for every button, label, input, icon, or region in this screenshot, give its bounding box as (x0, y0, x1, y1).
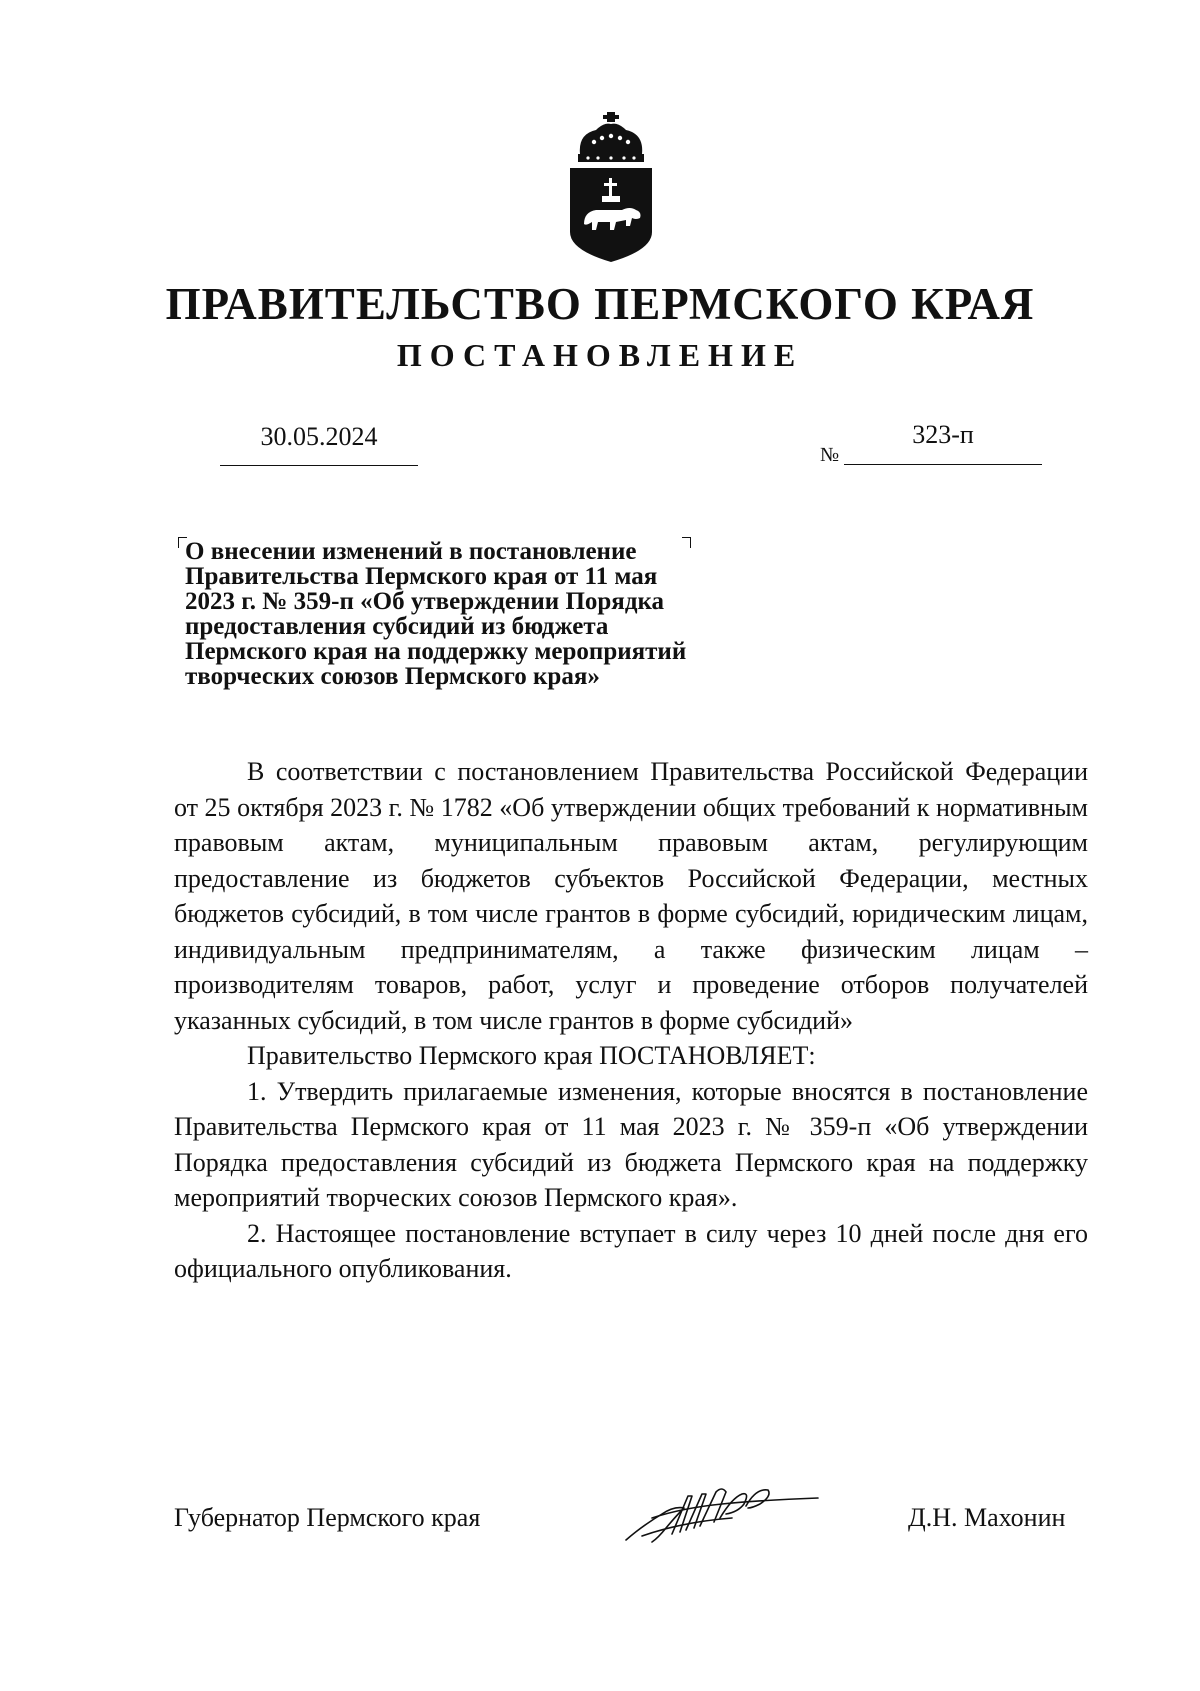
clause-2-paragraph: 2. Настоящее постановление вступает в силу через 10 дней после дня его официального опубликования. (174, 1218, 1088, 1283)
date-underline (220, 465, 418, 466)
clause-1-paragraph: 1. Утвердить прилагаемые изменения, которые вносятся в постановление Правительства Пермского края от 11 мая 2023 г. № 359-п «Об утверждении Порядка предоставления субсидий из бюджета Пермского края на поддержку мероприятий творческих союзов Пермского края». (174, 1076, 1088, 1212)
subject-line: Правительства Пермского края от 11 мая (185, 563, 658, 590)
subject-line: предоставления субсидий из бюджета (185, 613, 609, 640)
registration-number: 323-п (912, 420, 974, 449)
subject-line: творческих союзов Пермского края» (185, 663, 600, 690)
resolution-paragraph: Правительство Пермского края ПОСТАНОВЛЯЕТ: (247, 1041, 816, 1070)
number-underline (844, 464, 1042, 465)
number-sign: № (820, 444, 840, 466)
subject-line: О внесении изменений в постановление (185, 538, 637, 565)
document-subject (185, 539, 765, 689)
subject-line: Пермского края на поддержку мероприятий (185, 638, 687, 665)
subject-line: 2023 г. № 359-п «Об утверждении Порядка (185, 588, 664, 615)
registration-date: 30.05.2024 (260, 422, 378, 451)
registration-date-field (220, 422, 418, 466)
document-body (174, 754, 1088, 1287)
registration-number-field (844, 420, 1042, 465)
document-type: ПОСТАНОВЛЕНИЕ (396, 337, 804, 373)
signatory-name: Д.Н. Махонин (908, 1503, 1066, 1532)
preamble-paragraph: В соответствии с постановлением Правительства Российской Федерации от 25 октября 2023 г. № 1782 «Об утверждении общих требований к нормативным правовым актам, муниципальным правовым актам, регулирующим предоставление из бюджетов субъектов Российской Федерации, местных бюджетов субсидий, в том числе грантов в форме субсидий, юридическим лицам, индивидуальным предпринимателям, а также физическим лицам – производителям товаров, работ, услуг и проведение отборов получателей указанных субсидий, в том числе грантов в форме субсидий» (174, 757, 1088, 1035)
coat-of-arms-icon (566, 112, 656, 264)
handwritten-signature (622, 1478, 822, 1550)
government-title: ПРАВИТЕЛЬСТВО ПЕРМСКОГО КРАЯ (165, 279, 1035, 329)
signatory-role: Губернатор Пермского края (174, 1503, 481, 1532)
